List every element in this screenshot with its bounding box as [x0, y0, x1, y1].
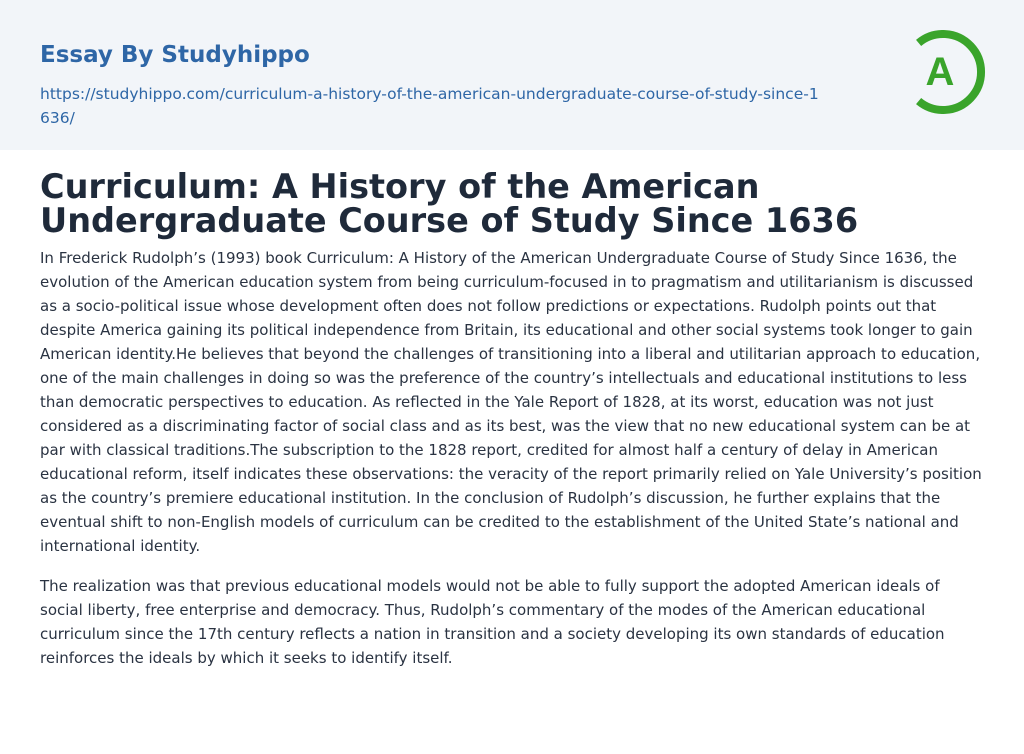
site-header [0, 0, 1024, 150]
source-url-link[interactable]: https://studyhippo.com/curriculum-a-history-of-the-american-undergraduate-course-of-study-since-1636/ [40, 85, 819, 127]
logo-letter: A [925, 50, 955, 94]
studyhippo-logo-icon[interactable] [912, 30, 986, 114]
article-paragraph-2: The realization was that previous educational models would not be able to fully support the adopted American ideals of social liberty, free enterprise and democracy. Thus, Rudolph’s commentary of the modes of the American educational curriculum since the 17th century reflects a nation in transition and a society developing its own standards of education reinforces the ideals by which it seeks to identify itself. [40, 577, 945, 667]
article-content [0, 167, 1024, 670]
article-paragraph-1: In Frederick Rudolph’s (1993) book Curriculum: A History of the American Undergraduate Course of Study Since 1636, the evolution of the American education system from being curriculum-focused in to pragmatism and utilitarianism is discussed as a socio-political issue whose development often does not follow predictions or expectations. Rudolph points out that despite America gaining its political independence from Britain, its educational and other social systems took longer to gain American identity.He believes that beyond the challenges of transitioning into a liberal and utilitarian approach to education, one of the main challenges in doing so was the preference of the country’s intellectuals and educational institutions to less than democratic perspectives to education. As reflected in the Yale Report of 1828, at its worst, education was not just considered as a discriminating factor of social class and as its best, was the view that no new educational system can be at par with classical traditions.The subscription to the 1828 report, credited for almost half a century of delay in American educational reform, itself indicates these observations: the veracity of the report primarily relied on Yale University’s position as the country’s premiere educational institution. In the conclusion of Rudolph’s discussion, he further explains that the eventual shift to non-English models of curriculum can be credited to the establishment of the United State’s national and international identity. [40, 249, 982, 555]
brand-title[interactable]: Essay By Studyhippo [40, 42, 310, 68]
article-title: Curriculum: A History of the American Undergraduate Course of Study Since 1636 [40, 167, 859, 240]
